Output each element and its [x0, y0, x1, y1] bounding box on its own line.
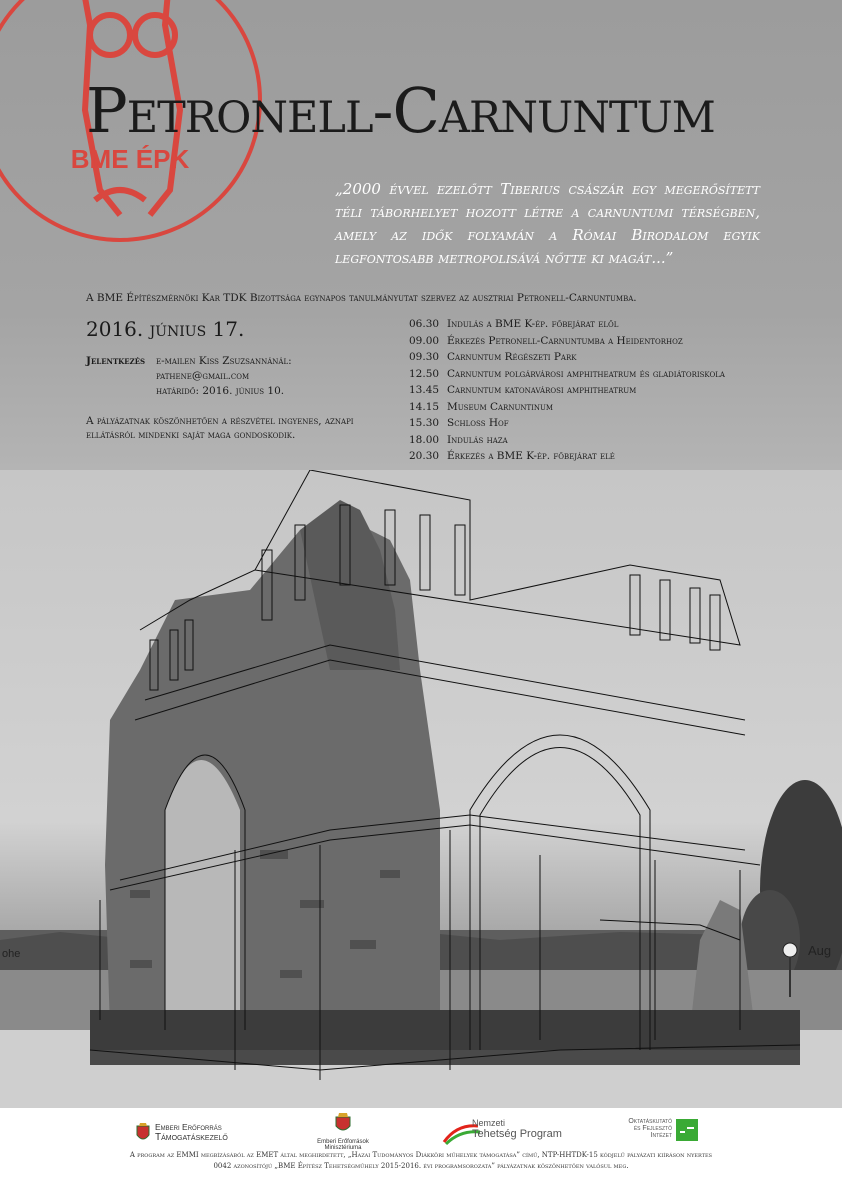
schedule-time: 18.00 — [409, 433, 440, 446]
schedule-time: 13.45 — [409, 384, 440, 396]
schedule-text: Indulás a BME K-ép. főbejárat elől — [447, 318, 619, 330]
heidentor-illustration — [0, 470, 842, 1110]
schedule-row — [409, 401, 553, 413]
quote: „2000 évvel ezelőtt Tiberius császár egy megerősített téli táborhelyet hozott létre a carnuntumi térségben, amely az idők folyamán a Római Birodalom egyik legfontosabb metropolisává nőtte ki magát...” — [335, 180, 760, 267]
schedule-text: Carnuntum Régészeti Park — [447, 351, 577, 363]
logo-text: BME ÉPK — [70, 144, 190, 174]
ntp-line-2: Tehetség Program — [472, 1128, 562, 1140]
ministry-logo — [312, 1112, 374, 1151]
schedule-text: Carnuntum polgárvárosi amphitheatrum és gladiátoriskola — [447, 367, 725, 380]
roadside-text: ohe — [2, 948, 21, 960]
schedule-row — [409, 351, 576, 363]
heidentor-photo — [0, 470, 842, 1110]
schedule-row — [409, 368, 725, 380]
coat-of-arms-icon — [135, 1122, 151, 1144]
schedule-row — [409, 417, 509, 429]
ministry-line-2: Minisztériuma — [324, 1145, 362, 1151]
ofi-logo — [612, 1118, 672, 1139]
note-text: A pályázatnak köszönhetően a részvétel ingyenes, aznapi ellátásról mindenki saját maga gondoskodik. — [86, 415, 354, 441]
signup-label: Jelentkezés — [86, 355, 146, 367]
schedule-time: 09.30 — [409, 351, 440, 363]
schedule-text: Érkezés Petronell-Carnuntumba a Heidentorhoz — [447, 334, 683, 347]
schedule-text: Érkezés a BME K-ép. főbejárat elé — [447, 450, 615, 462]
ofi-line-1: Oktatáskutató — [628, 1118, 672, 1125]
schedule-text: Carnuntum katonavárosi amphitheatrum — [447, 384, 637, 396]
ofi-square-icon — [676, 1119, 698, 1141]
ministry-line-1: Emberi Erőforrások — [317, 1139, 369, 1145]
ntp-line-1: Nemzeti — [472, 1118, 506, 1128]
schedule-row — [409, 450, 615, 462]
schedule-time: 15.30 — [409, 417, 440, 429]
schedule-row — [409, 434, 508, 446]
event-date: 2016. június 17. — [86, 317, 245, 341]
schedule-time: 20.30 — [409, 450, 440, 462]
coat-of-arms-icon — [334, 1112, 352, 1134]
intro-text: A BME Építészmérnöki Kar TDK Bizottsága egynapos tanulmányutat szervez az ausztriai Petronell-Carnuntumba. — [86, 292, 637, 304]
ofi-line-3: Intézet — [650, 1132, 672, 1139]
schedule-text: Indulás haza — [447, 433, 508, 446]
emet-line-1: Emberi Erőforrás — [155, 1122, 222, 1132]
signup-line-1: e-mailen Kiss Zsuzsannánál: — [156, 355, 292, 367]
schedule-time: 06.30 — [409, 318, 440, 330]
schedule-time: 09.00 — [409, 334, 440, 347]
footer-text — [60, 1150, 782, 1172]
schedule-time: 12.50 — [409, 367, 440, 380]
footer-line-2: 0042 azonosítójú „BME Építész Tehetségműhely 2015-2016. évi programsorozata” pályázatnak köszönhetően valósul meg. — [213, 1162, 629, 1170]
schedule-text: Schloss Hof — [447, 417, 509, 429]
schedule-row — [409, 318, 618, 330]
footer-line-1: A program az EMMI megbízásából az EMET által meghirdetett, „Hazai Tudományos Diákköri műhelyek támogatása” című, NTP-HHTDK-15 kódjelű pályázati kiíráson nyertes — [129, 1151, 713, 1159]
schedule-row — [409, 335, 683, 347]
page-title: Petronell-Carnuntum — [86, 74, 715, 147]
schedule-text: Museum Carnuntinum — [447, 400, 554, 413]
schedule-time: 14.15 — [409, 400, 440, 413]
road-sign-text: Aug — [808, 943, 832, 958]
signup-deadline: határidő: 2016. június 10. — [156, 385, 285, 397]
schedule-row — [409, 384, 636, 396]
ofi-line-2: és Fejlesztő — [633, 1125, 672, 1132]
signup-email[interactable]: pathene@gmail.com — [156, 370, 250, 382]
emet-line-2: Támogatáskezelő — [155, 1132, 228, 1143]
